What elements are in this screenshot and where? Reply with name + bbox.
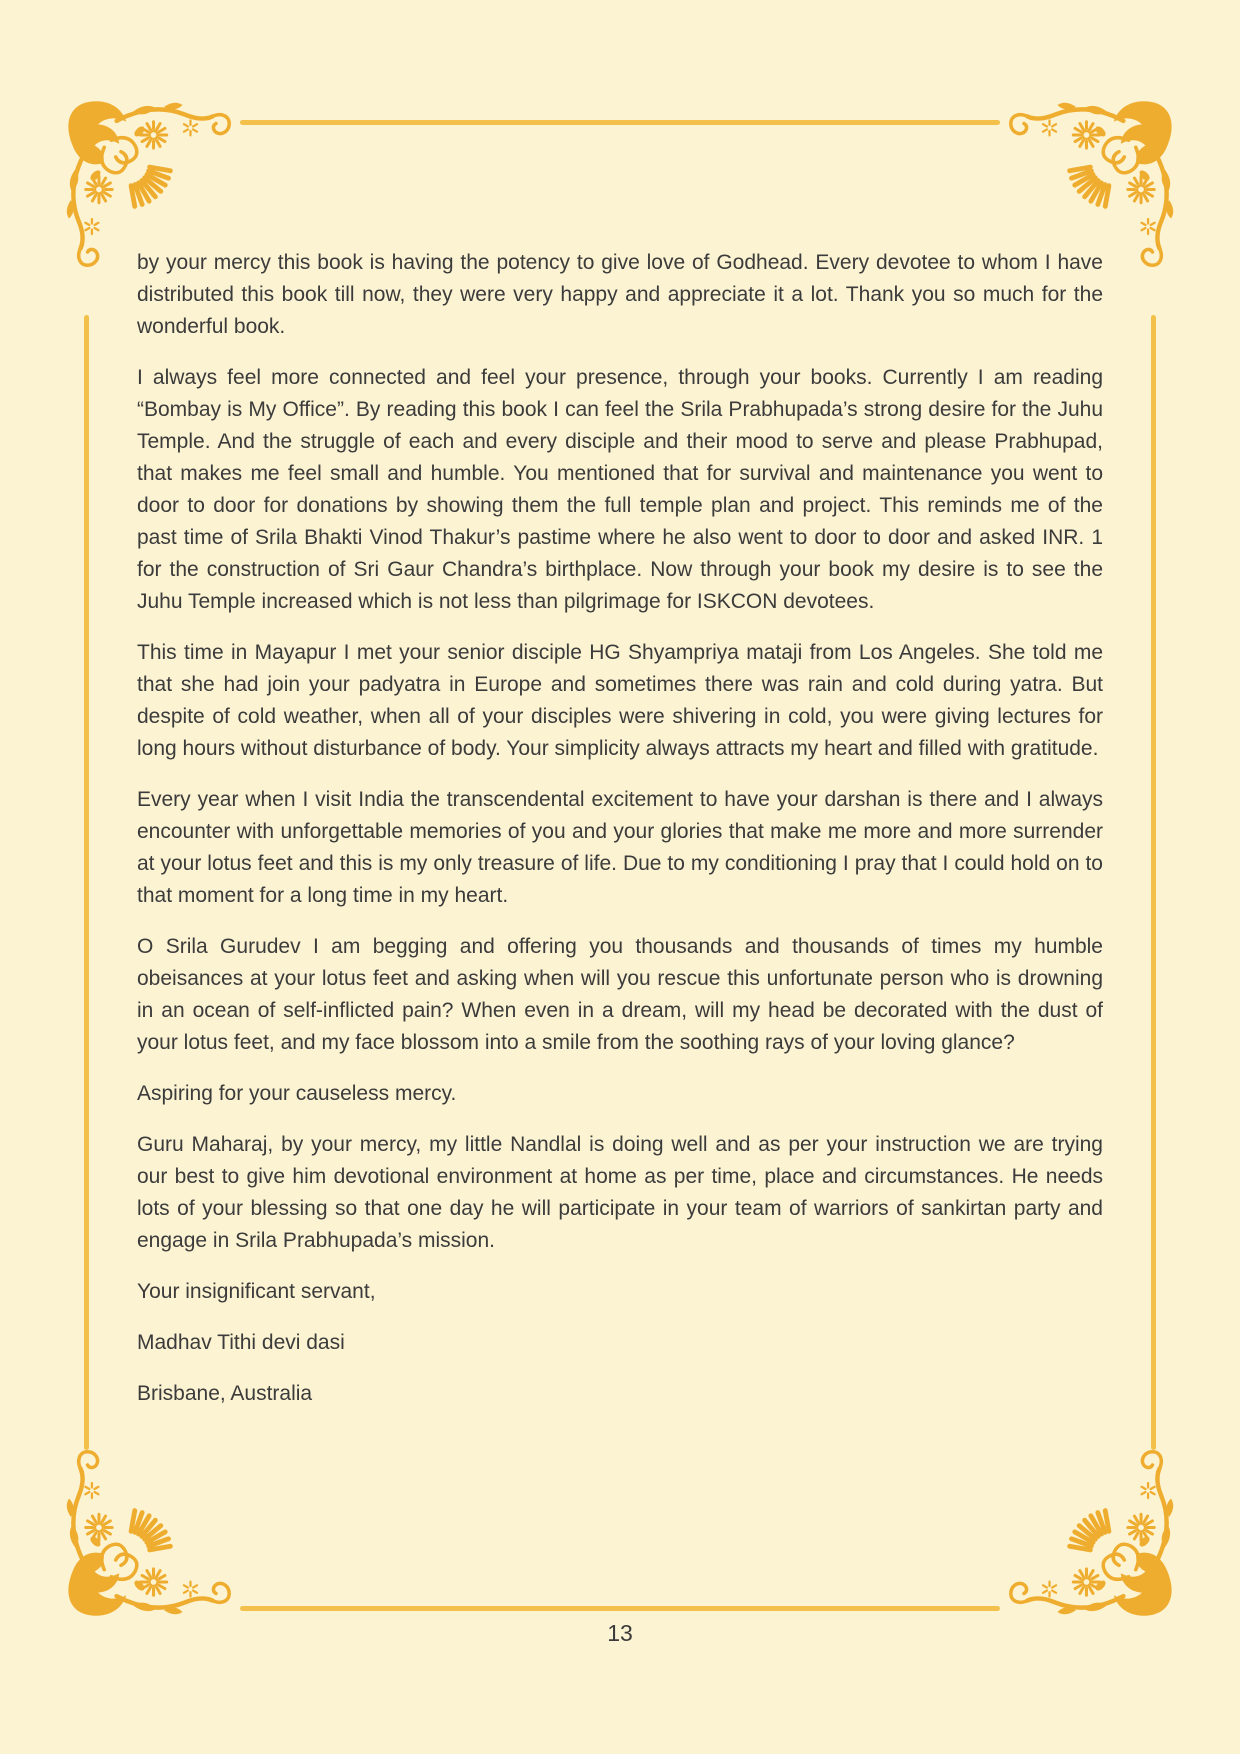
- letter-paragraph-1: by your mercy this book is having the potency to give love of Godhead. Every devotee to whom I have distributed this book till now, they were very happy and appreciate it a lot. Thank you so much for the wonderful book.: [137, 251, 1103, 338]
- border-rule-left: [84, 315, 89, 1450]
- letter-paragraph-4: Every year when I visit India the transcendental excitement to have your darshan is there and I always encounter with unforgettable memories of you and your glories that make me more and more surrender at your lotus feet and this is my only treasure of life. Due to my conditioning I pray that I could hold on to that moment for a long time in my heart.: [137, 788, 1103, 907]
- letter-paragraph-7: Guru Maharaj, by your mercy, my little Nandlal is doing well and as per your instruction we are trying our best to give him devotional environment at home as per time, place and circumstances. He needs lots of your blessing so that one day he will participate in your team of warriors of sankirtan party and engage in Srila Prabhupada’s mission.: [137, 1133, 1103, 1252]
- letter-body: [137, 247, 1103, 1429]
- letter-paragraph-5: O Srila Gurudev I am begging and offering you thousands and thousands of times my humble obeisances at your lotus feet and asking when will you rescue this unfortunate person who is drowning in an ocean of self-inflicted pain? When even in a dream, will my head be decorated with the dust of your lotus feet, and my face blossom into a smile from the soothing rays of your loving glance?: [137, 935, 1103, 1054]
- letter-paragraph-3: This time in Mayapur I met your senior disciple HG Shyampriya mataji from Los Angeles. She told me that she had join your padyatra in Europe and sometimes there was rain and cold during yatra. But despite of cold weather, when all of your disciples were shivering in cold, you were giving lectures for long hours without disturbance of body. Your simplicity always attracts my heart and filled with gratitude.: [137, 641, 1103, 760]
- letter-closing: Your insignificant servant,: [137, 1280, 376, 1303]
- border-rule-bottom: [240, 1606, 1000, 1611]
- letter-signature-name: Madhav Tithi devi dasi: [137, 1331, 345, 1354]
- letter-signature-location: Brisbane, Australia: [137, 1382, 313, 1405]
- letter-paragraph-6: Aspiring for your causeless mercy.: [137, 1082, 457, 1105]
- page-number: 13: [607, 1620, 633, 1646]
- floral-corner-ornament-bottom-left: [62, 1443, 238, 1619]
- border-rule-top: [240, 120, 1000, 125]
- letter-paragraph-2: I always feel more connected and feel your presence, through your books. Currently I am reading “Bombay is My Office”. By reading this book I can feel the Srila Prabhupada’s strong desire for the Juhu Temple. And the struggle of each and every disciple and their mood to serve and please Prabhupad, that makes me feel small and humble. You mentioned that for survival and maintenance you went to door to door for donations by showing them the full temple plan and project. This reminds me of the past time of Srila Bhakti Vinod Thakur’s pastime where he also went to door to door and asked INR. 1 for the construction of Sri Gaur Chandra’s birthplace. Now through your book my desire is to see the Juhu Temple increased which is not less than pilgrimage for ISKCON devotees.: [137, 366, 1103, 613]
- border-rule-right: [1151, 315, 1156, 1450]
- floral-corner-ornament-bottom-right: [1002, 1443, 1178, 1619]
